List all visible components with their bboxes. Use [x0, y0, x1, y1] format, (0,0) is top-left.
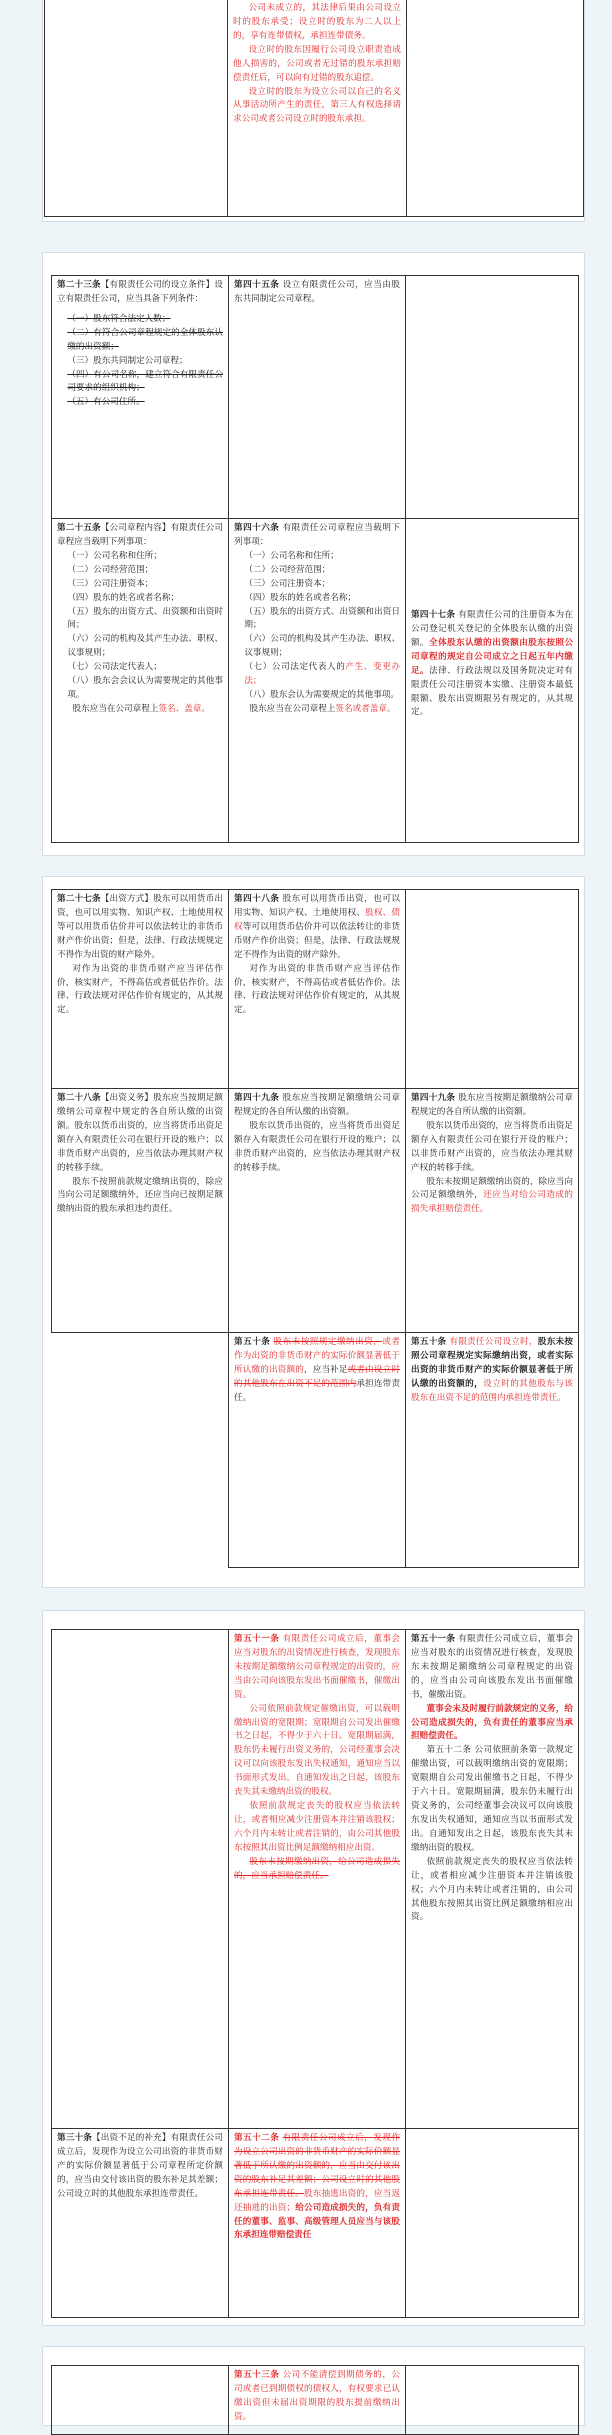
document-page-2 — [42, 252, 585, 856]
table-cell-p3-r3-c3 — [405, 1332, 579, 1568]
table-cell-p4-r1-c3 — [405, 1629, 579, 2129]
paragraph: 依照前款规定丧失的股权应当依法转让，或者相应减少注册资本并注销该股权；六个月内未转让或者注销的，由公司其他股东按照其出资比例足额缴纳相应出资。 — [411, 1856, 573, 1923]
table-cell-p3-r1-c3 — [405, 889, 579, 1089]
list-item: （三）股东共同制定公司章程； — [67, 355, 188, 366]
highlighted-text: 公司依照前款规定催缴出资，可以载明缴纳出资的宽限期；宽限期自公司发出催缴书之日起，不得少于六十日。宽限期届满，股东仍未履行出资义务的，公司经董事会决议可以向该股东发出失权通知，通知应当以书面形式发出。自通知发出之日起，该股东丧失其未缴纳出资的股权。 — [234, 1703, 400, 1798]
paragraph: 股东可以用货币出资，也可以用实物、知识产权、土地使用权等可以用货币估价并可以依法转让的非货币财产作价出资；但是，法律、行政法规规定不得作为出资的财产除外。 — [57, 894, 223, 960]
paragraph: 有限责任公司成立后，董事会应当对股东的出资情况进行核查，发现股东未按期足额缴纳公司章程规定的出资的，应当由公司向该股东发出书面催缴书，催缴出资。 — [411, 1634, 573, 1700]
list-item: （七）公司法定代表人的 — [244, 662, 346, 673]
paragraph: 承担连带责任。 — [234, 1378, 400, 1403]
paragraph: 股东应当按期足额缴纳公司章程中规定的各自所认缴的出资额。股东以货币出资的，应当将货币出资足额存入有限责任公司在银行开设的账户；以非货币财产出资的，应当依法办理其财产权的转移手续。 — [57, 1093, 223, 1173]
paragraph: 有限责任公司的注册资本为在公司登记机关登记的全体股东认缴的出资额。 — [411, 610, 573, 648]
list-item: （五）有公司住所。 — [67, 397, 145, 408]
list-item: （二）有符合公司章程规定的全体股东认缴的出资额； — [67, 327, 223, 352]
table-cell-p5-r1-c2 — [228, 2365, 406, 2435]
paragraph: ，应当补足 — [303, 1364, 348, 1375]
paragraph: 股东应当按期足额缴纳公司章程规定的各自所认缴的出资额。 — [411, 1093, 573, 1117]
table-cell-p5-r1-c3 — [405, 2365, 579, 2435]
table-cell-p3-r3-c1 — [51, 1332, 229, 1568]
article-title: 【出资义务】 — [100, 1093, 154, 1103]
list-item: （一）公司名称和住所； — [244, 550, 339, 561]
article-title: 【出资方式】 — [100, 894, 154, 904]
highlighted-text: 股权、债权 — [234, 907, 400, 932]
paragraph: 股东可以用货币出资，也可以用实物、知识产权、土地使用权、 — [234, 894, 400, 918]
list-item: （四）有公司名称，建立符合有限责任公司要求的组织机构； — [67, 369, 223, 394]
list-item: （一）股东符合法定人数； — [67, 313, 171, 324]
list-item: （七）公司法定代表人； — [67, 662, 162, 673]
article-number: 第四十九条 — [234, 1093, 280, 1103]
table-cell-p4-r1-c2 — [228, 1629, 406, 2129]
highlighted-text: 全体股东认缴的出资额由股东按照公司章程的规定自公司成立之日起五年内缴足。 — [411, 637, 573, 676]
list-item: （一）公司名称和住所； — [67, 550, 162, 561]
table-cell-p3-r2-c2 — [228, 1088, 406, 1333]
list-item: （二）公司经营范围； — [244, 564, 331, 575]
paragraph: 等可以用货币估价并可以依法转让的非货币财产作价出资；但是，法律、行政法规规定不得作为出资的财产除外。 — [234, 921, 400, 960]
paragraph: 有限责任公司章程应当载明下列事项： — [57, 523, 223, 547]
article-number: 第五十二条 — [234, 2133, 280, 2143]
deleted-text: 发现作为设立公司出资的非货币财产的实际价额显著低于所认缴的出资额的， — [234, 2133, 400, 2171]
paragraph: 有限责任公司成立后，发现作为设立公司出资的非货币财产的实际价额显著低于公司章程所定价额的，应当由交付该出资的股东补足其差额；公司设立时的其他股东承担连带责任。 — [57, 2133, 223, 2199]
article-number: 第五十条 — [234, 1337, 271, 1347]
table-cell-p3-r2-c3 — [405, 1088, 579, 1333]
table-cell-p2-r1-c2 — [228, 275, 406, 519]
article-number: 第四十九条 — [411, 1093, 456, 1103]
paragraph: 对作为出资的非货币财产应当评估作价，核实财产，不得高估或者低估作价。法律、行政法规对评估作价有规定的，从其规定。 — [234, 963, 400, 1016]
paragraph: 公司未成立的，其法律后果由公司设立时的股东承受；设立时的股东为二人以上的，享有连带债权，承担连带债务。 — [233, 3, 401, 41]
list-item: （四）股东的姓名或者名称； — [67, 592, 180, 603]
paragraph: 股东不按照前款规定缴纳出资的，除应当向公司足额缴纳外，还应当向已按期足额缴纳出资的股东承担违约责任。 — [57, 1176, 223, 1215]
table-cell-p2-r2-c2 — [228, 518, 406, 843]
highlighted-text: 公司不能清偿到期债务的，公司或者已到期债权的债权人，有权要求已认缴出资但未届出资期限的股东提前缴纳出资。 — [234, 2370, 400, 2422]
article-number: 第五十一条 — [234, 1634, 280, 1644]
article-number: 第二十七条 — [57, 894, 101, 904]
table-cell-p2-r1-c1 — [51, 275, 229, 519]
table-cell-p1-col1 — [44, 0, 228, 217]
table-cell-p1-col2 — [227, 0, 407, 217]
table-cell-p5-r1-c1 — [51, 2365, 229, 2435]
paragraph: 设立有限责任公司，应当具备下列条件： — [57, 280, 223, 304]
article-number: 第二十五条 — [57, 523, 101, 533]
highlighted-text: 签名、盖章。 — [158, 703, 210, 714]
highlighted-text: 设立时的其他股东与该股东在出资不足的范围内承担连带责任。 — [411, 1378, 573, 1403]
list-item: （六）公司的机构及其产生办法、职权、议事规则； — [67, 634, 223, 659]
paragraph: 股东应当在公司章程上 — [249, 703, 336, 714]
list-item: （八）股东会认为需要规定的其他事项。 — [244, 690, 400, 701]
article-number: 第三十条 — [57, 2133, 92, 2143]
table-cell-p1-col3 — [406, 0, 584, 217]
article-number: 第五十条 — [411, 1337, 447, 1347]
article-number: 第四十五条 — [234, 280, 280, 290]
highlighted-text: 或者作为出资的非货币财产的实际价额显著低于所认缴的出资额的 — [234, 1337, 400, 1375]
article-number: 第五十一条 — [411, 1634, 456, 1644]
document-page-5 — [42, 2346, 585, 2426]
paragraph: 有限责任公司章程应当载明下列事项： — [234, 523, 400, 547]
paragraph: 第五十二条 公司依照前条第一款规定催缴出资，可以载明缴纳出资的宽限期；宽限期自公司发出催缴书之日起，不得少于六十日。宽限期届满，股东仍未履行出资义务的，公司经董事会决议可以向该股东发出失权通知，通知应当以书面形式发出。自通知发出之日起，该股东丧失其未缴纳出资的股权。 — [411, 1745, 573, 1853]
deleted-text: 公司设立时的其他股东承担连带责任。 — [234, 2174, 400, 2199]
document-page-1 — [42, 0, 585, 222]
highlighted-text: 董事会未及时履行前款规定的义务，给公司造成损失的，负有责任的董事应当承担赔偿责任。 — [411, 1703, 573, 1742]
deleted-text: 或者由设立时的其他股东在出资不足的范围内 — [234, 1364, 400, 1389]
table-cell-p3-r1-c1 — [51, 889, 229, 1089]
article-title: 【有限责任公司的设立条件】 — [100, 280, 215, 290]
list-item: （三）公司注册资本； — [67, 578, 154, 589]
deleted-text: 股东未按期缴纳出资，给公司造成损失的，应当承担赔偿责任。 — [234, 1856, 400, 1881]
article-number: 第二十三条 — [57, 280, 101, 290]
table-cell-p4-r1-c1 — [51, 1629, 229, 2129]
highlighted-text: 签名或者盖章。 — [335, 703, 396, 714]
paragraph: 股东应当在公司章程上 — [72, 703, 159, 714]
highlighted-text: 股东抽逃出资的，应当返还抽逃的出资； — [234, 2188, 400, 2213]
paragraph: 股东未按期足额缴纳出资的，除应当向公司足额缴纳外， — [411, 1176, 573, 1201]
list-item: （八）股东会会议认为需要规定的其他事项。 — [67, 676, 223, 701]
article-number: 第四十六条 — [234, 523, 280, 533]
list-item: （五）股东的出资方式、出资额和出资日期； — [244, 606, 400, 631]
highlighted-text: 有限责任公司设立时， — [449, 1337, 538, 1347]
document-page-3 — [42, 876, 585, 1588]
paragraph: 股东以货币出资的，应当将货币出资足额存入有限责任公司在银行开设的账户；以非货币财产出资的，应当依法办理其财产权的转移手续。 — [234, 1120, 400, 1173]
paragraph: 股东以货币出资的，应当将货币出资足额存入有限责任公司在银行开设的账户；以非货币财产出资的，应当依法办理其财产权的转移手续。 — [411, 1120, 573, 1173]
table-cell-p2-r2-c3 — [405, 518, 579, 843]
deleted-text: 有限责任公司成立后， — [282, 2133, 374, 2143]
bold-text: 股东未按照公司章程规定实际缴纳出资，或者实际出资的非货币财产的实际价额显著低于所认缴的出资额的， — [411, 1337, 573, 1389]
table-cell-p4-r2-c2 — [228, 2128, 406, 2318]
list-item: （二）公司经营范围； — [67, 564, 154, 575]
article-number: 第四十七条 — [411, 610, 456, 620]
table-cell-p3-r2-c1 — [51, 1088, 229, 1333]
highlighted-text: 依照前款规定丧失的股权应当依法转让，或者相应减少注册资本并注销该股权；六个月内未转让或者注销的，由公司其他股东按照其出资比例足额缴纳相应出资。 — [234, 1801, 400, 1853]
paragraph: 设立有限责任公司，应当由股东共同制定公司章程。 — [234, 280, 400, 304]
table-cell-p3-r1-c2 — [228, 889, 406, 1089]
deleted-text: 股东未按照规定缴纳出资， — [273, 1337, 383, 1347]
paragraph: 设立时的股东因履行公司设立职责造成他人损害的，公司或者无过错的股东承担赔偿责任后，可以向有过错的股东追偿。 — [233, 44, 401, 83]
table-cell-p2-r1-c3 — [405, 275, 579, 519]
table-cell-p3-r3-c2 — [228, 1332, 406, 1568]
highlighted-text: 有限责任公司成立后，董事会应当对股东的出资情况进行核查，发现股东未按期足额缴纳公司章程规定的出资的，应当由公司向该股东发出书面催缴书，催缴出资。 — [234, 1634, 400, 1700]
paragraph: 股东应当按期足额缴纳公司章程规定的各自所认缴的出资额。 — [234, 1093, 400, 1117]
list-item: （六）公司的机构及其产生办法、职权、议事规则； — [244, 634, 400, 659]
document-page-4 — [42, 1610, 585, 2326]
list-item: （三）公司注册资本； — [244, 578, 331, 589]
list-item: （五）股东的出资方式、出资额和出资时间； — [67, 606, 223, 631]
article-number: 第五十三条 — [234, 2370, 280, 2380]
table-cell-p4-r2-c3 — [405, 2128, 579, 2318]
highlighted-text: 给公司造成损失的，负有责任的董事、监事、高级管理人员应当与该股东承担连带赔偿责任 — [234, 2202, 400, 2241]
article-title: 【公司章程内容】 — [100, 523, 171, 533]
paragraph: 设立时的股东为设立公司以自己的名义从事活动所产生的责任，第三人有权选择请求公司或者公司设立时的股东承担。 — [233, 86, 401, 125]
article-title: 【出资不足的补充】 — [91, 2133, 171, 2143]
highlighted-text: 还应当对给公司造成的损失承担赔偿责任。 — [411, 1190, 573, 1215]
table-cell-p4-r2-c1 — [51, 2128, 229, 2318]
article-number: 第四十八条 — [234, 894, 280, 904]
highlighted-text: 产生、变更办法； — [244, 662, 400, 687]
list-item: （四）股东的姓名或者名称； — [244, 592, 357, 603]
article-number: 第二十八条 — [57, 1093, 101, 1103]
paragraph: 对作为出资的非货币财产应当评估作价，核实财产，不得高估或者低估作价。法律、行政法规对评估作价有规定的，从其规定。 — [57, 963, 223, 1016]
table-cell-p2-r2-c1 — [51, 518, 229, 843]
paragraph: 法律、行政法规以及国务院决定对有限责任公司注册资本实缴、注册资本最低限额、股东出资期限另有规定的，从其规定。 — [411, 665, 573, 718]
deleted-text: 应当由交付该出资的股东补足其差额； — [234, 2160, 400, 2185]
